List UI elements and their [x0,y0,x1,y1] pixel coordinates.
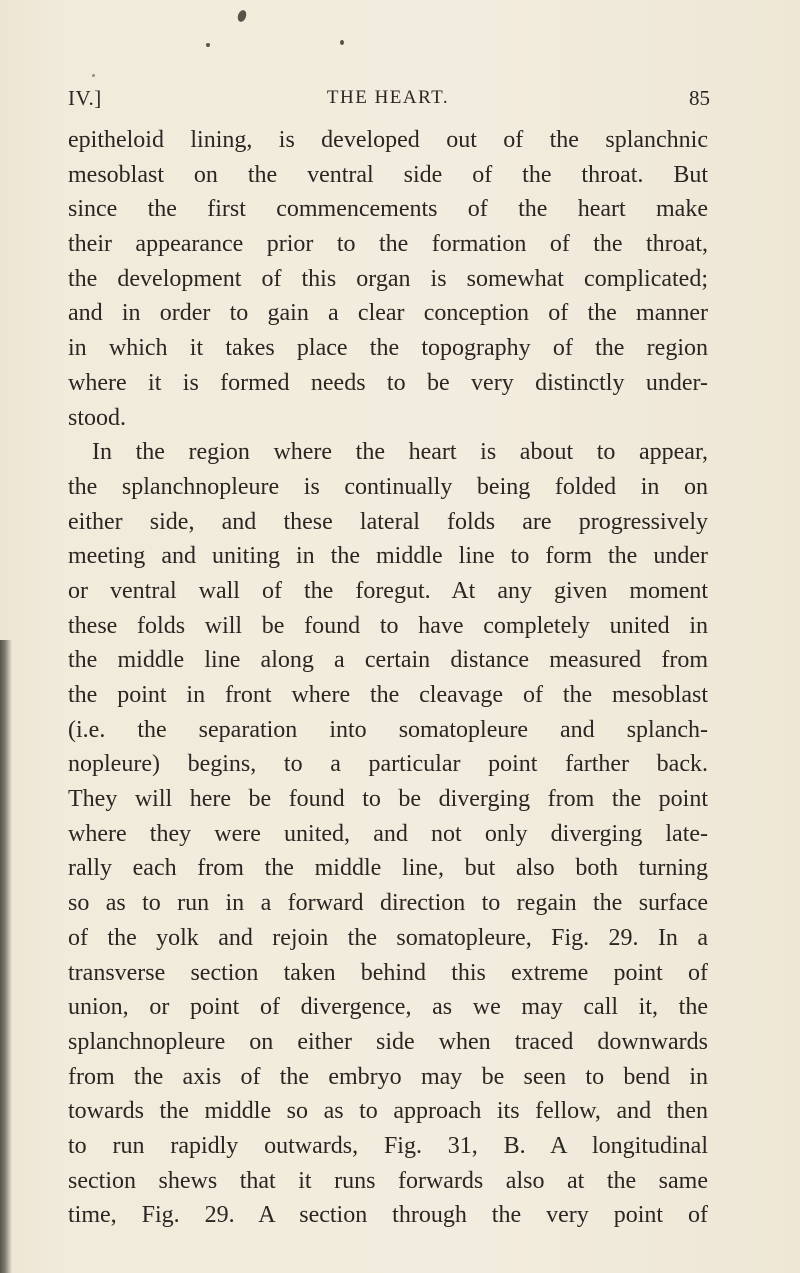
text-line: union, or point of divergence, as we may call it, the [68,994,708,1021]
text-line: where they were united, and not only diverging late- [68,820,708,847]
text-line: since the first commencements of the heart make [68,196,708,223]
text-line: to run rapidly outwards, Fig. 31, B. A longitudinal [68,1132,708,1159]
text-line: (i.e. the separation into somatopleure and splanch- [68,716,708,743]
paragraph-start: In the region where the heart is about to appear, [92,439,708,466]
text-line: stood. [68,404,127,431]
text-line: so as to run in a forward direction to regain the surface [68,890,708,917]
text-line: where it is formed needs to be very distinctly under- [68,369,708,396]
text-line: from the axis of the embryo may be seen to bend in [68,1063,708,1090]
text-line: meeting and uniting in the middle line to form the under [68,543,708,570]
text-line: or ventral wall of the foregut. At any given moment [68,577,708,604]
ink-speck [340,40,344,45]
text-line: time, Fig. 29. A section through the very point of [68,1202,708,1229]
text-line: the middle line along a certain distance measured from [68,647,708,674]
text-line: towards the middle so as to approach its fellow, and then [68,1098,708,1125]
text-line: these folds will be found to have completely united in [68,612,708,639]
text-line: epitheloid lining, is developed out of the splanchnic [68,127,708,153]
text-line: the development of this organ is somewhat complicated; [68,265,708,292]
text-line: mesoblast on the ventral side of the throat. But [68,161,708,188]
ink-speck [206,43,210,47]
text-line: in which it takes place the topography of the region [68,335,708,362]
running-header [68,86,708,116]
page-number: 85 [689,86,710,110]
text-line: of the yolk and rejoin the somatopleure, Fig. 29. In a [68,924,708,951]
body-text [68,123,708,1233]
binding-shadow [0,640,12,1273]
running-title: THE HEART. [326,87,450,108]
ink-speck [92,74,95,77]
text-line: section shews that it runs forwards also at the same [68,1167,708,1194]
text-line: their appearance prior to the formation of the throat, [68,231,708,258]
text-line: They will here be found to be diverging from the point [68,786,708,813]
ink-speck [236,9,248,23]
text-line: nopleure) begins, to a particular point farther back. [68,751,708,778]
text-line: the splanchnopleure is continually being folded in on [68,473,708,500]
text-line: either side, and these lateral folds are progressively [68,508,708,535]
text-line: and in order to gain a clear conception of the manner [68,300,708,327]
text-line: rally each from the middle line, but also both turning [68,855,708,882]
text-line: splanchnopleure on either side when traced downwards [68,1028,708,1055]
text-line: the point in front where the cleavage of the mesoblast [68,682,708,708]
chapter-marker: IV.] [68,86,102,110]
text-line: transverse section taken behind this extreme point of [68,959,708,986]
